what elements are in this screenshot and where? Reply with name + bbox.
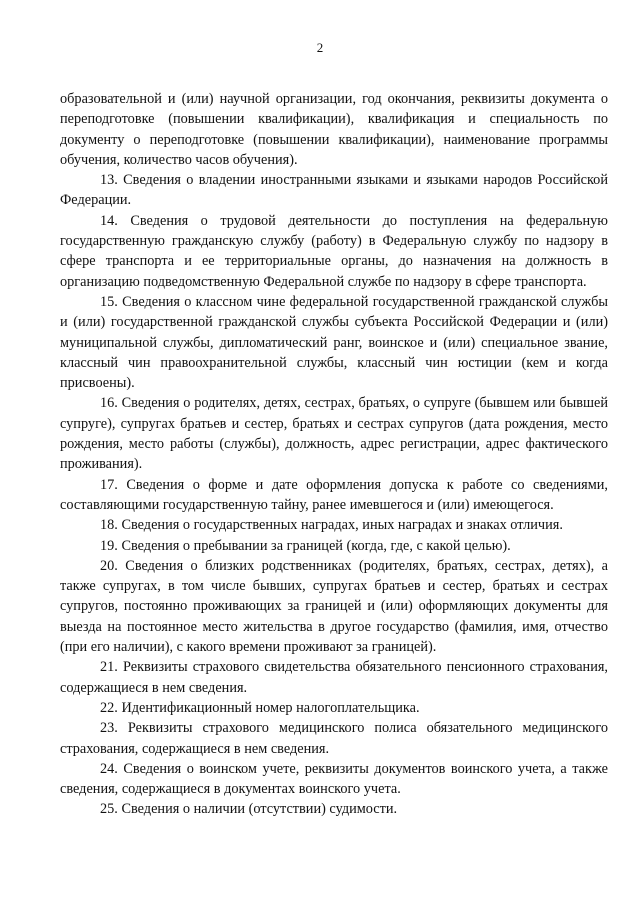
paragraph-item-19: 19. Сведения о пребывании за границей (когда, где, с какой целью). [100,537,511,554]
paragraph-item-15: 15. Сведения о классном чине федеральной государственной гражданской службы и (или) государственной гражданской службы субъекта Российской Федерации и (или) муниципальной службы, дипломатический ранг, воинское и (или) специальное звание, классный чин правоохранительной службы, классный чин юстиции (кем и когда присвоены). [60,293,608,392]
paragraph-item-22: 22. Идентификационный номер налогоплательщика. [100,699,420,716]
paragraph-continuation: образовательной и (или) научной организации, год окончания, реквизиты документа о переподготовке (повышении квалификации), квалификация и специальность по документу о переподготовке (повышении квалификации), наименование программы обучения, количество часов обучения). [60,91,608,168]
page-number: 2 [316,40,324,55]
paragraph-item-14: 14. Сведения о трудовой деятельности до поступления на федеральную государственную гражданскую службу (работу) в Федеральную службу по надзору в сфере транспорта и ее территориальные органы, до назначения на должность в организацию подведомственную Федеральной службе по надзору в сфере транспорта. [60,212,608,290]
paragraph-item-13: 13. Сведения о владении иностранными языками и языками народов Российской Федерации. [60,172,608,209]
paragraph-item-25: 25. Сведения о наличии (отсутствии) судимости. [100,801,398,818]
paragraph-item-16: 16. Сведения о родителях, детях, сестрах, братьях, о супруге (бывшем или бывшей супруге), супругах братьев и сестер, братьях и сестрах супругов (дата рождения, место рождения, место работы (службы), должность, адрес регистрации, адрес фактического проживания). [60,395,608,473]
paragraph-item-18: 18. Сведения о государственных наградах, иных наградах и знаках отличия. [100,517,563,534]
paragraph-item-17: 17. Сведения о форме и дате оформления допуска к работе со сведениями, составляющими государственную тайну, ранее имевшегося и (или) имеющегося. [60,476,608,513]
paragraph-item-24: 24. Сведения о воинском учете, реквизиты документов воинского учета, а также сведения, содержащиеся в документах воинского учета. [60,760,608,798]
document-body [60,89,608,820]
paragraph-item-21: 21. Реквизиты страхового свидетельства обязательного пенсионного страхования, содержащиеся в нем сведения. [60,659,608,696]
paragraph-item-23: 23. Реквизиты страхового медицинского полиса обязательного медицинского страхования, содержащиеся в нем сведения. [60,720,608,757]
paragraph-item-20: 20. Сведения о близких родственниках (родителях, братьях, сестрах, детях), а также супругах, в том числе бывших, супругах братьев и сестер, братьях и сестрах супругов, постоянно проживающих за границей и (или) оформляющих документы для выезда на постоянное место жительства в другое государство (фамилия, имя, отчество (при его наличии), с какого времени проживают за границей). [60,557,608,656]
